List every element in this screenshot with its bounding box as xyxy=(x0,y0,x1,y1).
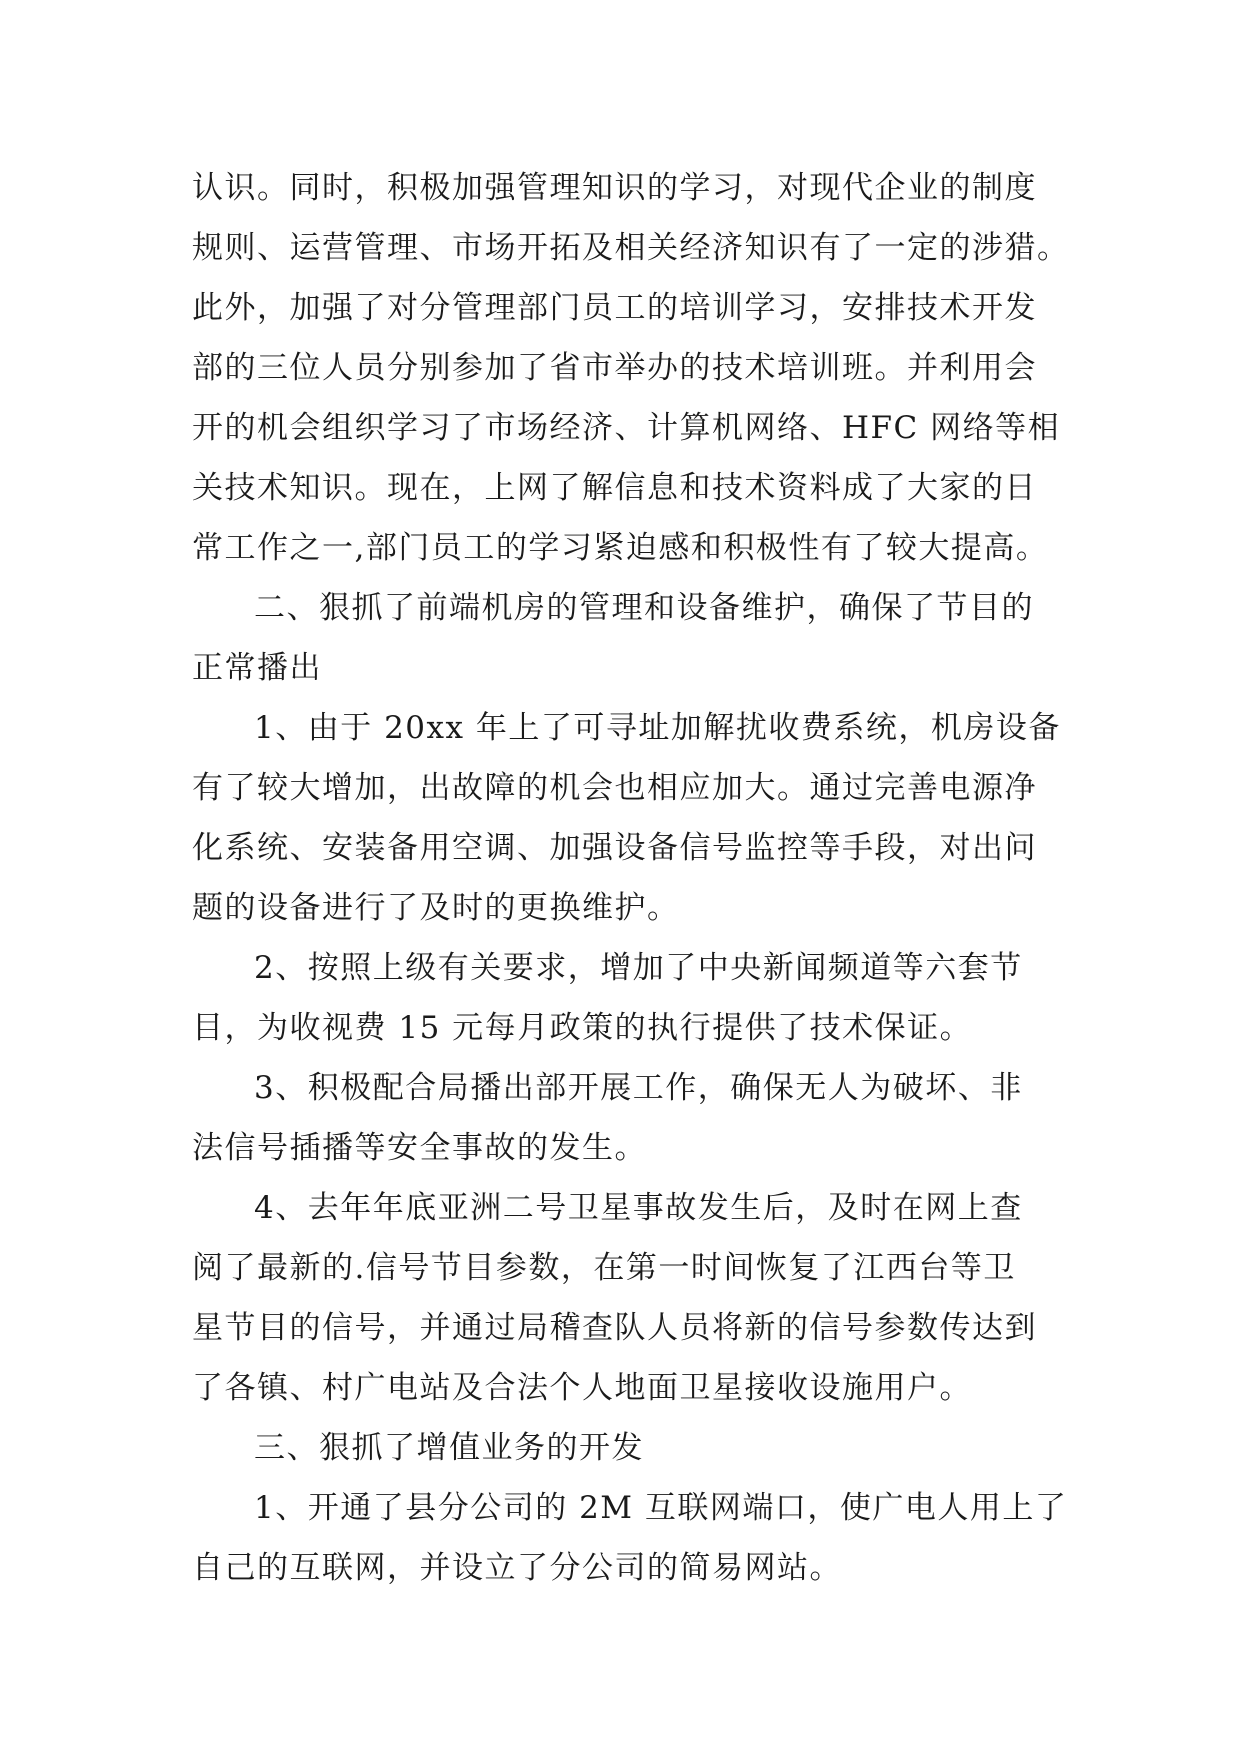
text-line: 开的机会组织学习了市场经济、计算机网络、HFC 网络等相 xyxy=(192,410,1061,446)
text-line: 3、积极配合局播出部开展工作，确保无人为破坏、非 xyxy=(254,1070,1023,1106)
text-line: 1、开通了县分公司的 2M 互联网端口，使广电人用上了 xyxy=(254,1490,1068,1526)
text-line: 部的三位人员分别参加了省市举办的技术培训班。并利用会 xyxy=(192,350,1037,386)
text-line: 此外，加强了对分管理部门员工的培训学习，安排技术开发 xyxy=(192,290,1037,326)
text-line: 1、由于 20xx 年上了可寻址加解扰收费系统，机房设备 xyxy=(254,710,1061,746)
text-line: 4、去年年底亚洲二号卫星事故发生后，及时在网上查 xyxy=(254,1190,1023,1226)
text-line: 自己的互联网，并设立了分公司的简易网站。 xyxy=(192,1550,842,1586)
section-heading: 三、狠抓了增值业务的开发 xyxy=(254,1430,644,1466)
section-heading: 二、狠抓了前端机房的管理和设备维护，确保了节目的 xyxy=(254,590,1034,626)
text-line: 规则、运营管理、市场开拓及相关经济知识有了一定的涉猎。 xyxy=(192,230,1070,266)
text-line: 化系统、安装备用空调、加强设备信号监控等手段，对出问 xyxy=(192,830,1037,866)
text-line: 法信号插播等安全事故的发生。 xyxy=(192,1130,647,1166)
text-line: 关技术知识。现在，上网了解信息和技术资料成了大家的日 xyxy=(192,470,1037,506)
text-line: 有了较大增加，出故障的机会也相应加大。通过完善电源净 xyxy=(192,770,1037,806)
text-line: 2、按照上级有关要求，增加了中央新闻频道等六套节 xyxy=(254,950,1023,986)
text-line: 星节目的信号，并通过局稽查队人员将新的信号参数传达到 xyxy=(192,1310,1037,1346)
section-heading-continued: 正常播出 xyxy=(192,650,322,686)
text-line: 题的设备进行了及时的更换维护。 xyxy=(192,890,680,926)
text-line: 了各镇、村广电站及合法个人地面卫星接收设施用户。 xyxy=(192,1370,972,1406)
text-line: 认识。同时，积极加强管理知识的学习，对现代企业的制度 xyxy=(192,170,1037,206)
text-line: 目，为收视费 15 元每月政策的执行提供了技术保证。 xyxy=(192,1010,973,1046)
document-body xyxy=(192,158,1070,1598)
text-line: 常工作之一,部门员工的学习紧迫感和积极性有了较大提高。 xyxy=(192,530,1049,566)
text-line: 阅了最新的.信号节目参数，在第一时间恢复了江西台等卫 xyxy=(192,1250,1016,1286)
